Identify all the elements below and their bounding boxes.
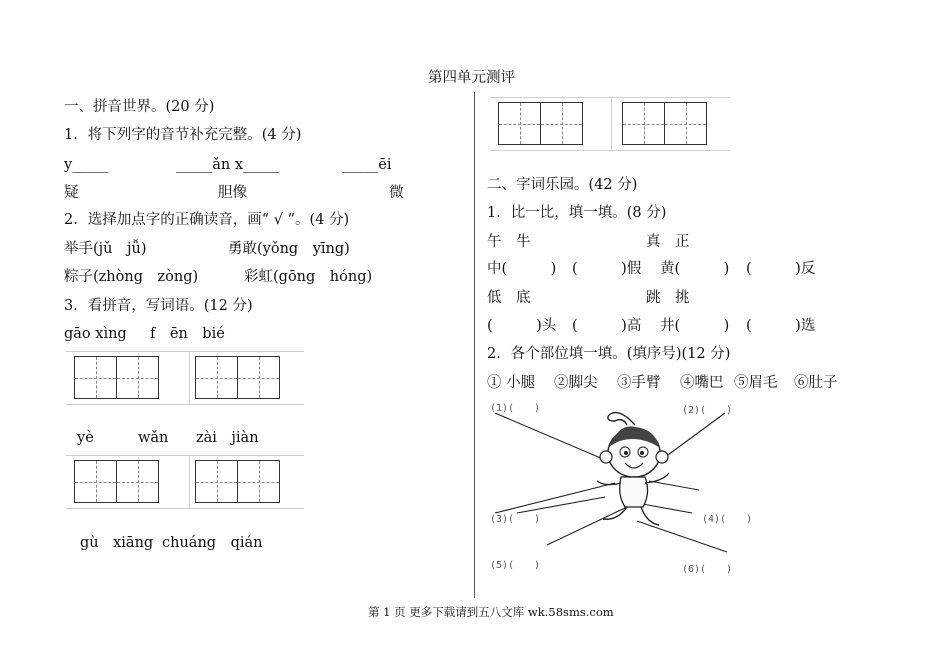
pinyin-label: zài jiàn — [196, 430, 259, 446]
s2q2-title: 2．各个部位填一填。(填序号)(12 分) — [487, 346, 731, 362]
part-option: ③手臂 — [617, 375, 661, 391]
pinyin-label: wǎn — [138, 430, 169, 446]
fill-blank[interactable]: ( )反 — [746, 261, 816, 277]
part-option: ① 小腿 — [487, 375, 536, 391]
diagram-label: (1)( ) — [490, 403, 541, 414]
fill-blank[interactable]: 中( ) — [487, 261, 557, 277]
part-option: ⑥肚子 — [794, 375, 838, 391]
char-pair: 真 正 — [646, 234, 690, 250]
s2q1-title: 1．比一比，填一填。(8 分) — [487, 205, 667, 221]
part-option: ⑤眉毛 — [734, 375, 778, 391]
pinyin-label: gāo xìng — [64, 326, 127, 342]
q1-title: 1．将下列字的音节补充完整。(4 分) — [64, 127, 302, 143]
q1-blank: _____ēi — [342, 157, 392, 173]
diagram-label: (4)( ) — [702, 514, 753, 525]
fill-blank[interactable]: 黄( ) — [660, 261, 730, 277]
char-pair: 跳 挑 — [646, 290, 690, 306]
fill-blank[interactable]: ( )头 — [487, 318, 557, 334]
part-option: ②脚尖 — [554, 375, 598, 391]
pinyin-label: chuáng qián — [162, 535, 263, 551]
pinyin-label: gù xiāng — [80, 535, 154, 551]
q2-item: 勇敢(yǒng yīng) — [228, 241, 350, 257]
writing-grid[interactable] — [622, 102, 706, 145]
boy-figure-icon — [597, 413, 669, 525]
writing-grid[interactable] — [498, 102, 582, 145]
column-divider — [474, 92, 475, 598]
fill-blank[interactable]: ( )选 — [746, 318, 816, 334]
writing-grid[interactable] — [74, 356, 158, 399]
char-pair: 午 牛 — [487, 234, 531, 250]
q1-char: 疑 — [64, 185, 79, 201]
q1-blank: _____ǎn x_____ — [176, 157, 280, 173]
section2-heading: 二、字词乐园。(42 分) — [487, 177, 638, 193]
pinyin-label: yè — [77, 430, 94, 446]
writing-grid[interactable] — [74, 460, 158, 503]
q2-title: 2．选择加点字的正确读音，画“ √ ”。(4 分) — [64, 212, 350, 228]
q2-item: 粽子(zhòng zòng) — [64, 269, 199, 285]
page-title: 第四单元测评 — [428, 70, 515, 86]
fill-blank[interactable]: ( )假 — [572, 261, 642, 277]
q2-item: 举手(jǔ jǚ) — [64, 241, 147, 257]
diagram-label: (5)( ) — [490, 560, 541, 571]
diagram-label: (6)( ) — [682, 564, 733, 575]
q1-char: 微 — [389, 185, 404, 201]
diagram-label: (3)( ) — [490, 514, 541, 525]
q3-title: 3．看拼音，写词语。(12 分) — [64, 298, 253, 314]
writing-grid[interactable] — [195, 460, 279, 503]
pinyin-label: f ēn bié — [150, 326, 225, 342]
page-footer: 第 1 页 更多下载请到五八文库 wk.58sms.com — [368, 605, 614, 619]
q1-char: 胆像 — [218, 185, 247, 201]
char-pair: 低 底 — [487, 290, 531, 306]
fill-blank[interactable]: 井( ) — [660, 318, 730, 334]
fill-blank[interactable]: ( )高 — [572, 318, 642, 334]
writing-grid[interactable] — [195, 356, 279, 399]
part-option: ④嘴巴 — [680, 375, 724, 391]
q1-blank: y_____ — [64, 157, 109, 173]
q2-item: 彩虹(gōng hóng) — [244, 269, 373, 285]
diagram-label: (2)( ) — [682, 405, 733, 416]
section1-heading: 一、拼音世界。(20 分) — [64, 99, 215, 115]
